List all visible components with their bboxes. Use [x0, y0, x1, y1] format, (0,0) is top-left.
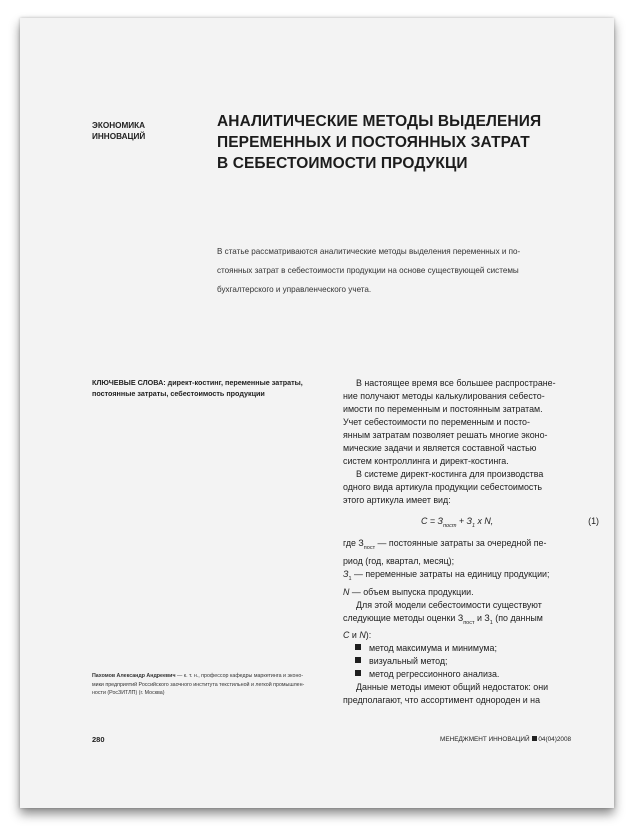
text-fragment: — постоянные затраты за очередной пе- — [375, 538, 547, 548]
keywords-line: КЛЮЧЕВЫЕ СЛОВА: директ-костинг, переменные затраты, — [92, 378, 303, 387]
abstract — [217, 242, 602, 299]
bullet-square-icon — [355, 657, 361, 663]
subscript: пост — [463, 619, 475, 626]
body-line: Данные методы имеют общий недостаток: они — [356, 682, 549, 693]
text-fragment: N — [343, 586, 350, 597]
journal-issue: 04(04)2008 — [538, 736, 572, 743]
title-line: ПЕРЕМЕННЫХ И ПОСТОЯННЫХ ЗАТРАТ — [217, 134, 530, 151]
body-line — [343, 629, 599, 642]
body-line: янным затратам позволяет решать многие эконо- — [343, 430, 548, 440]
formula-eq: = З — [427, 516, 443, 526]
list-item — [343, 642, 599, 655]
author-bio: — к. т. н., профессор кафедры маркетинга и эконо- — [175, 673, 304, 679]
body-line: ние получают методы калькулирования себесто- — [343, 391, 545, 401]
body-line — [343, 586, 599, 599]
body-line: мические задачи и является составной частью — [343, 443, 537, 453]
article-body — [343, 377, 599, 707]
abstract-line: стоянных затрат в себестоимости продукции на основе существующей системы — [217, 266, 519, 275]
formula-sub: пост — [442, 522, 457, 529]
section-label-line: ЭКОНОМИКА — [92, 121, 146, 130]
text-fragment: ): — [365, 630, 372, 641]
body-line: этого артикула имеет вид: — [343, 495, 451, 505]
text-fragment: и З — [474, 612, 490, 623]
subscript: 1 — [489, 619, 493, 626]
formula-sub: 1 — [471, 522, 476, 529]
subscript: пост — [363, 544, 376, 551]
list-item-text: визуальный метод; — [369, 656, 448, 667]
author-name: Пахомов Александр Андреевич — [92, 673, 176, 679]
author-line: мики предприятий Российского заочного института текстильной и легкой промышлен- — [92, 681, 305, 688]
body-line: В системе директ-костинга для производства — [356, 469, 544, 479]
text-fragment: следующие методы оценки З — [343, 612, 464, 623]
text-fragment: N — [359, 630, 366, 641]
body-line: В настоящее время все большее распростране- — [356, 378, 556, 388]
body-line: риод (год, квартал, месяц); — [343, 555, 455, 566]
abstract-line: В статье рассматриваются аналитические методы выделения переменных и по- — [217, 247, 521, 256]
abstract-line: бухгалтерского и управленческого учета. — [217, 285, 372, 294]
keywords-line: постоянные затраты, себестоимость продукции — [92, 389, 265, 398]
section-label — [92, 120, 145, 142]
body-line: Для этой модели себестоимости существуют — [356, 599, 542, 610]
section-label-line: ИННОВАЦИЙ — [92, 132, 146, 141]
author-info — [92, 672, 347, 698]
journal-footer — [440, 736, 571, 743]
text-fragment: З — [343, 568, 349, 579]
article-title — [217, 111, 597, 174]
separator-square-icon — [532, 736, 537, 741]
formula-plus: + З — [456, 516, 472, 526]
list-item-text: метод регрессионного анализа. — [369, 669, 500, 680]
page-number: 280 — [92, 735, 105, 744]
body-line: предполагают, что ассортимент однороден и на — [343, 695, 541, 706]
bullet-square-icon — [355, 670, 361, 676]
text-fragment: (по данным — [492, 612, 543, 623]
subscript: 1 — [348, 575, 352, 582]
body-line: имости по переменным и постоянным затратам. — [343, 404, 543, 414]
body-line: систем контроллинга и директ-костинга. — [343, 456, 509, 466]
text-fragment: — объем выпуска продукции. — [349, 586, 474, 597]
formula-number: (1) — [588, 516, 599, 526]
body-line: одного вида артикула продукции себестоимость — [343, 482, 543, 492]
formula — [343, 515, 599, 533]
text-fragment: C — [343, 630, 350, 641]
title-line: АНАЛИТИЧЕСКИЕ МЕТОДЫ ВЫДЕЛЕНИЯ — [217, 113, 542, 130]
text-fragment: где З — [343, 538, 364, 548]
title-line: В СЕБЕСТОИМОСТИ ПРОДУКЦИ — [217, 155, 468, 172]
keywords — [92, 377, 332, 399]
list-item — [343, 668, 599, 681]
body-line — [343, 612, 599, 630]
bullet-square-icon — [355, 644, 361, 650]
body-line — [343, 537, 599, 555]
author-line — [92, 672, 347, 681]
author-line: ности (РосЗИТЛП) (г. Москва) — [92, 690, 165, 696]
formula-c: C — [421, 516, 428, 526]
formula-expression — [421, 515, 493, 533]
text-fragment: — переменные затраты на единицу продукции; — [351, 568, 550, 579]
journal-name: МЕНЕДЖМЕНТ ИННОВАЦИЙ — [440, 736, 530, 743]
formula-rest: x N, — [475, 516, 494, 526]
journal-page — [20, 18, 614, 808]
text-fragment: и — [349, 630, 360, 641]
list-item — [343, 655, 599, 668]
body-line: Учет себестоимости по переменным и посто- — [343, 417, 530, 427]
list-item-text: метод максимума и минимума; — [369, 643, 497, 654]
body-line — [343, 568, 599, 586]
